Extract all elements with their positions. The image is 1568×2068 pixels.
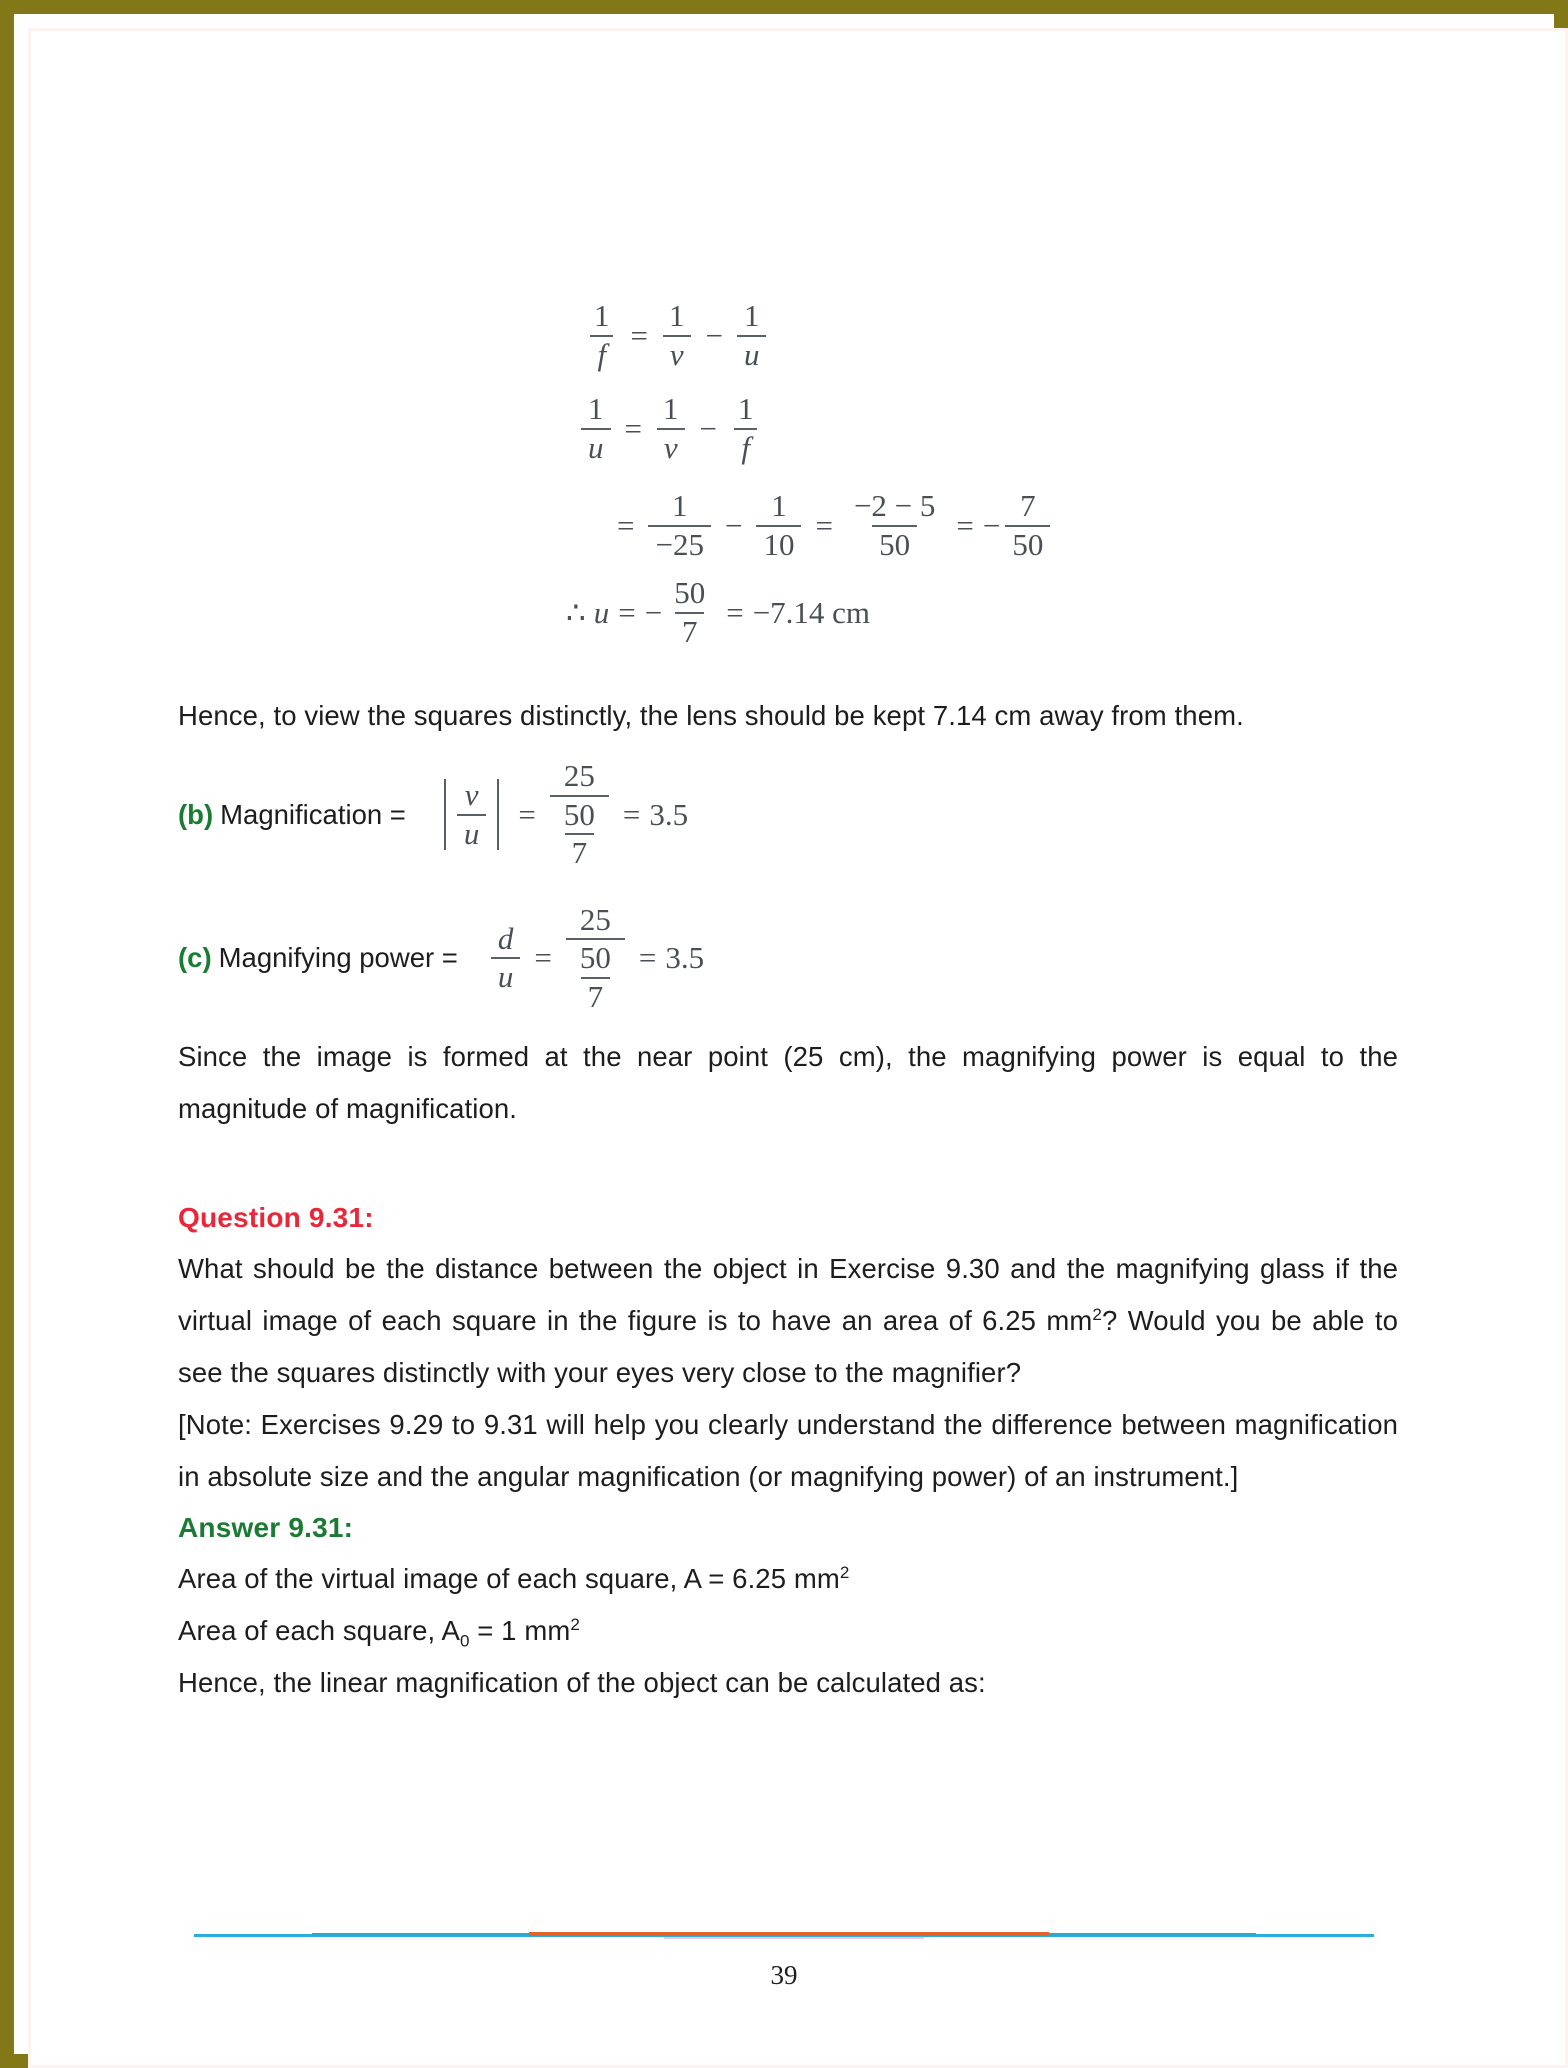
- question-text-part-2: ? Would you be able to see the squares distinctly with your eyes very close to the magnifier?: [178, 1305, 1398, 1389]
- question-heading: Question 9.31:: [178, 1202, 374, 1234]
- equals-sign: =: [617, 507, 635, 543]
- fraction-d-over-u: [491, 920, 521, 995]
- footer-decorative-rule: [194, 1930, 1374, 1940]
- equals-sign: =: [624, 410, 642, 446]
- fraction-1-over-u: [737, 300, 767, 371]
- negative-sign: −: [644, 594, 663, 630]
- therefore-symbol: ∴: [566, 594, 586, 630]
- denominator: 7: [565, 833, 595, 870]
- denominator: v: [657, 428, 685, 465]
- minus-sign: −: [699, 410, 717, 446]
- denominator: u: [491, 957, 521, 994]
- denominator: 50: [1005, 525, 1050, 562]
- fraction-1-over-f: [587, 300, 617, 371]
- part-c-row: [178, 901, 1398, 1014]
- variable-u: u: [593, 594, 610, 630]
- part-b-label: (b): [178, 798, 214, 830]
- equals-sign: =: [518, 796, 536, 832]
- equation-line-1: [582, 300, 1398, 371]
- equation-line-2: [576, 393, 1398, 464]
- numerator: 25: [579, 901, 611, 937]
- fraction-50-over-7: [557, 796, 602, 871]
- numerator: 1: [737, 391, 754, 427]
- denominator: 50: [872, 525, 917, 562]
- answer-line2-text-b: = 1 mm: [469, 1615, 571, 1647]
- equals-sign: =: [638, 940, 657, 976]
- equals-sign: =: [534, 940, 552, 976]
- denominator: v: [663, 335, 691, 372]
- page-number: 39: [770, 1960, 798, 1990]
- fraction-1-over-v: [662, 300, 692, 371]
- part-c-label: (c): [178, 942, 212, 974]
- denominator: u: [581, 428, 611, 465]
- equals-sign: =: [618, 594, 636, 630]
- equals-sign: =: [622, 796, 641, 832]
- equals-sign: =: [630, 317, 648, 353]
- part-b-equation: [434, 760, 688, 870]
- numerator: 50: [563, 796, 595, 832]
- numerator: 1: [588, 391, 604, 427]
- superscript-2: 2: [1092, 1305, 1102, 1325]
- question-text-part-1: What should be the distance between the object in Exercise 9.30 and the magnifying glass if the virtual image of each square in the figure is to have an area of 6.25 mm: [178, 1253, 1398, 1337]
- spacer: [178, 1013, 1398, 1031]
- answer-line-area-virtual-image: [178, 1553, 1398, 1605]
- paragraph-note: [Note: Exercises 9.29 to 9.31 will help you clearly understand the difference between magnification in absolute size and the angular magnification (or magnifying power) of an instrument.]: [178, 1409, 1398, 1493]
- result-value: −7.14 cm: [752, 594, 871, 630]
- subscript-0: 0: [459, 1631, 470, 1651]
- abs-bar-left: [444, 779, 446, 850]
- answer-line-hence-linear-magnification: Hence, the linear magnification of the object can be calculated as:: [178, 1667, 986, 1699]
- equation-line-3: [608, 490, 1398, 561]
- denominator: f: [590, 335, 613, 372]
- numerator: 1: [594, 298, 610, 333]
- numerator: 1: [743, 298, 760, 333]
- rule-orange-layer: [529, 1932, 1049, 1936]
- numerator: 7: [1020, 488, 1036, 524]
- answer-line1-text: Area of the virtual image of each square, A = 6.25 mm: [178, 1563, 840, 1595]
- denominator: f: [734, 428, 757, 465]
- part-b-text: Magnification =: [220, 798, 406, 830]
- fraction-v-over-u: [457, 779, 487, 850]
- fraction-50-over-7: [667, 577, 712, 648]
- magnifying-power-value: 3.5: [665, 940, 705, 976]
- equals-sign: =: [956, 507, 974, 543]
- negative-sign: −: [982, 507, 1001, 543]
- numerator: 50: [579, 940, 611, 976]
- superscript-2: 2: [839, 1563, 850, 1583]
- numerator: d: [497, 920, 514, 956]
- fraction-1-over-f: [731, 393, 761, 464]
- fraction-25-over-50-7: [566, 901, 625, 1014]
- denominator: 7: [581, 977, 611, 1014]
- rule-pink-layer: [664, 1937, 924, 1939]
- fraction-1-over-u: [581, 393, 611, 464]
- abs-bar-right: [497, 779, 499, 850]
- minus-sign: −: [724, 507, 743, 543]
- fraction-1-over-neg25: [648, 490, 710, 561]
- magnification-value: 3.5: [649, 796, 689, 832]
- part-b-row: [178, 760, 1398, 870]
- absolute-value-v-over-u: [438, 779, 506, 850]
- equation-block: [178, 300, 1398, 648]
- spacer: [178, 870, 1398, 904]
- numerator: 50: [674, 575, 706, 611]
- answer-line2-text-a: Area of each square, A: [178, 1615, 460, 1647]
- equals-sign: =: [815, 507, 833, 543]
- denominator: −25: [648, 525, 710, 562]
- denominator: 7: [675, 612, 705, 649]
- denominator: [566, 938, 625, 1013]
- numerator: 1: [771, 488, 787, 524]
- spacer: [178, 1135, 1398, 1193]
- paragraph-hence-lens: Hence, to view the squares distinctly, the lens should be kept 7.14 cm away from them.: [178, 700, 1244, 731]
- fraction-25-over-50-7: [550, 760, 609, 870]
- paragraph-since-image: Since the image is formed at the near point (25 cm), the magnifying power is equal to the magnitude of magnification.: [178, 1041, 1398, 1125]
- equals-sign: =: [726, 594, 744, 630]
- answer-heading: Answer 9.31:: [178, 1512, 354, 1544]
- part-c-equation: [486, 901, 705, 1014]
- minus-sign: −: [705, 317, 723, 353]
- part-c-text: Magnifying power =: [218, 942, 458, 974]
- fraction-1-over-v: [656, 393, 686, 464]
- denominator: [550, 795, 609, 870]
- spacer: [178, 742, 1398, 760]
- denominator: u: [737, 335, 767, 372]
- paragraph-question-body: [178, 1243, 1398, 1399]
- fraction-1-over-10: [756, 490, 801, 561]
- numerator: v: [464, 777, 479, 813]
- equation-line-4: [566, 577, 1398, 648]
- answer-line-area-each-square: [178, 1605, 1398, 1657]
- denominator: 10: [756, 525, 801, 562]
- denominator: u: [457, 814, 487, 851]
- superscript-2: 2: [570, 1615, 580, 1635]
- document-body: [178, 690, 1398, 1709]
- numerator: 1: [668, 298, 685, 333]
- fraction-7-over-50: [1005, 490, 1050, 561]
- numerator: 25: [563, 758, 595, 793]
- numerator: 1: [662, 391, 679, 427]
- fraction-neg2minus5-over-50: [847, 490, 942, 561]
- numerator: −2 − 5: [853, 488, 936, 524]
- numerator: 1: [671, 488, 688, 524]
- page-footer: [0, 1930, 1568, 1991]
- fraction-50-over-7: [573, 942, 618, 1013]
